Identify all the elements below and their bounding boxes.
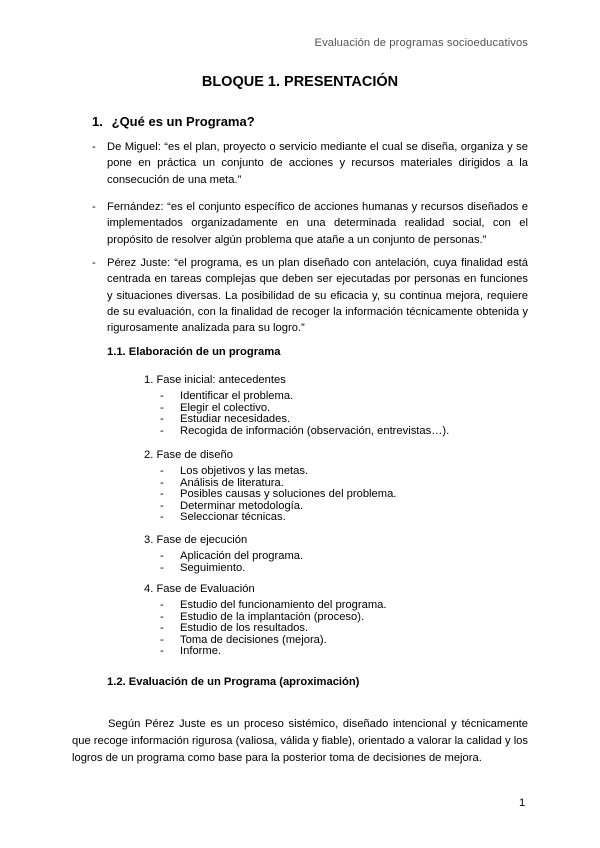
list-item: - Estudiar necesidades. xyxy=(160,413,291,426)
dash-bullet: - xyxy=(92,201,96,213)
dash-bullet: - xyxy=(92,257,96,269)
list-item: - Recogida de información (observación, entrevistas…). xyxy=(160,424,450,437)
running-header: Evaluación de programas socioeducativos xyxy=(314,37,528,49)
phase-block xyxy=(144,534,303,574)
definition-text: Pérez Juste: “el programa, es un plan diseñado con antelación, cuya finalidad está centrada en tareas complejas que deben ser ejecutadas por personas en funciones y situaciones diversas. La posibilidad de su eficacia y, su continua mejora, requiere de su evaluación, con la finalidad de recoger la información técnicamente obtenida y rigurosamente analizada para su logro.” xyxy=(107,257,528,335)
subsection-heading: 1.2. Evaluación de un Programa (aproximación) xyxy=(107,676,360,688)
phase-block xyxy=(144,374,449,437)
definition-item xyxy=(92,199,528,248)
phase-block xyxy=(144,583,386,658)
phase-title: 1. Fase inicial: antecedentes xyxy=(144,374,286,386)
definition-item xyxy=(92,139,528,188)
list-item: - Seguimiento. xyxy=(160,561,246,574)
list-item: - Análisis de literatura. xyxy=(160,476,284,489)
list-item: - Toma de decisiones (mejora). xyxy=(160,633,327,646)
phase-title: 4. Fase de Evaluación xyxy=(144,583,255,595)
page-number: 1 xyxy=(519,797,526,809)
document-title: BLOQUE 1. PRESENTACIÓN xyxy=(201,74,399,90)
body-paragraph: Según Pérez Juste es un proceso sistémico, diseñado intencional y técnicamente que recoge información rigurosa (valiosa, válida y fiable), orientado a valorar la calidad y los logros de un programa como base para la posterior toma de decisiones de mejora. xyxy=(72,718,528,764)
definition-text: De Miguel: “es el plan, proyecto o servicio mediante el cual se diseña, organiza y se pone en práctica un conjunto de acciones y recursos materiales dirigidos a la consecución de una meta.” xyxy=(107,141,528,186)
definition-item xyxy=(92,255,528,336)
list-item: - Posibles causas y soluciones del problema. xyxy=(160,488,397,501)
subsection-heading: 1.1. Elaboración de un programa xyxy=(107,346,281,358)
phase-block xyxy=(144,449,396,524)
list-item: - Estudio del funcionamiento del programa. xyxy=(160,599,387,611)
list-item: - Aplicación del programa. xyxy=(160,550,304,562)
phase-item-list xyxy=(144,466,396,524)
list-item: - Identificar el problema. xyxy=(160,390,294,402)
list-item: - Estudio de la implantación (proceso). xyxy=(160,610,365,623)
list-item: - Seleccionar técnicas. xyxy=(160,511,286,524)
phase-item-list xyxy=(144,551,303,574)
definition-text: Fernández: “es el conjunto específico de acciones humanas y recursos diseñados e implementados organizadamente en una determinada realidad social, con el propósito de resolver algún problema que atañe a un conjunto de personas.” xyxy=(107,201,528,246)
dash-bullet: - xyxy=(92,141,96,153)
list-item: - Los objetivos y las metas. xyxy=(160,465,309,477)
list-item: - Determinar metodología. xyxy=(160,499,304,512)
section-heading-text: ¿Qué es un Programa? xyxy=(111,114,255,129)
phase-title: 3. Fase de ejecución xyxy=(144,534,248,546)
list-item: - Estudio de los resultados. xyxy=(160,622,309,635)
phase-item-list xyxy=(144,600,386,658)
list-item: - Informe. xyxy=(160,645,222,658)
phase-title: 2. Fase de diseño xyxy=(144,449,233,461)
list-item: - Elegir el colectivo. xyxy=(160,401,271,414)
section-heading xyxy=(92,114,255,129)
section-number: 1. xyxy=(92,114,103,129)
phase-item-list xyxy=(144,391,449,437)
